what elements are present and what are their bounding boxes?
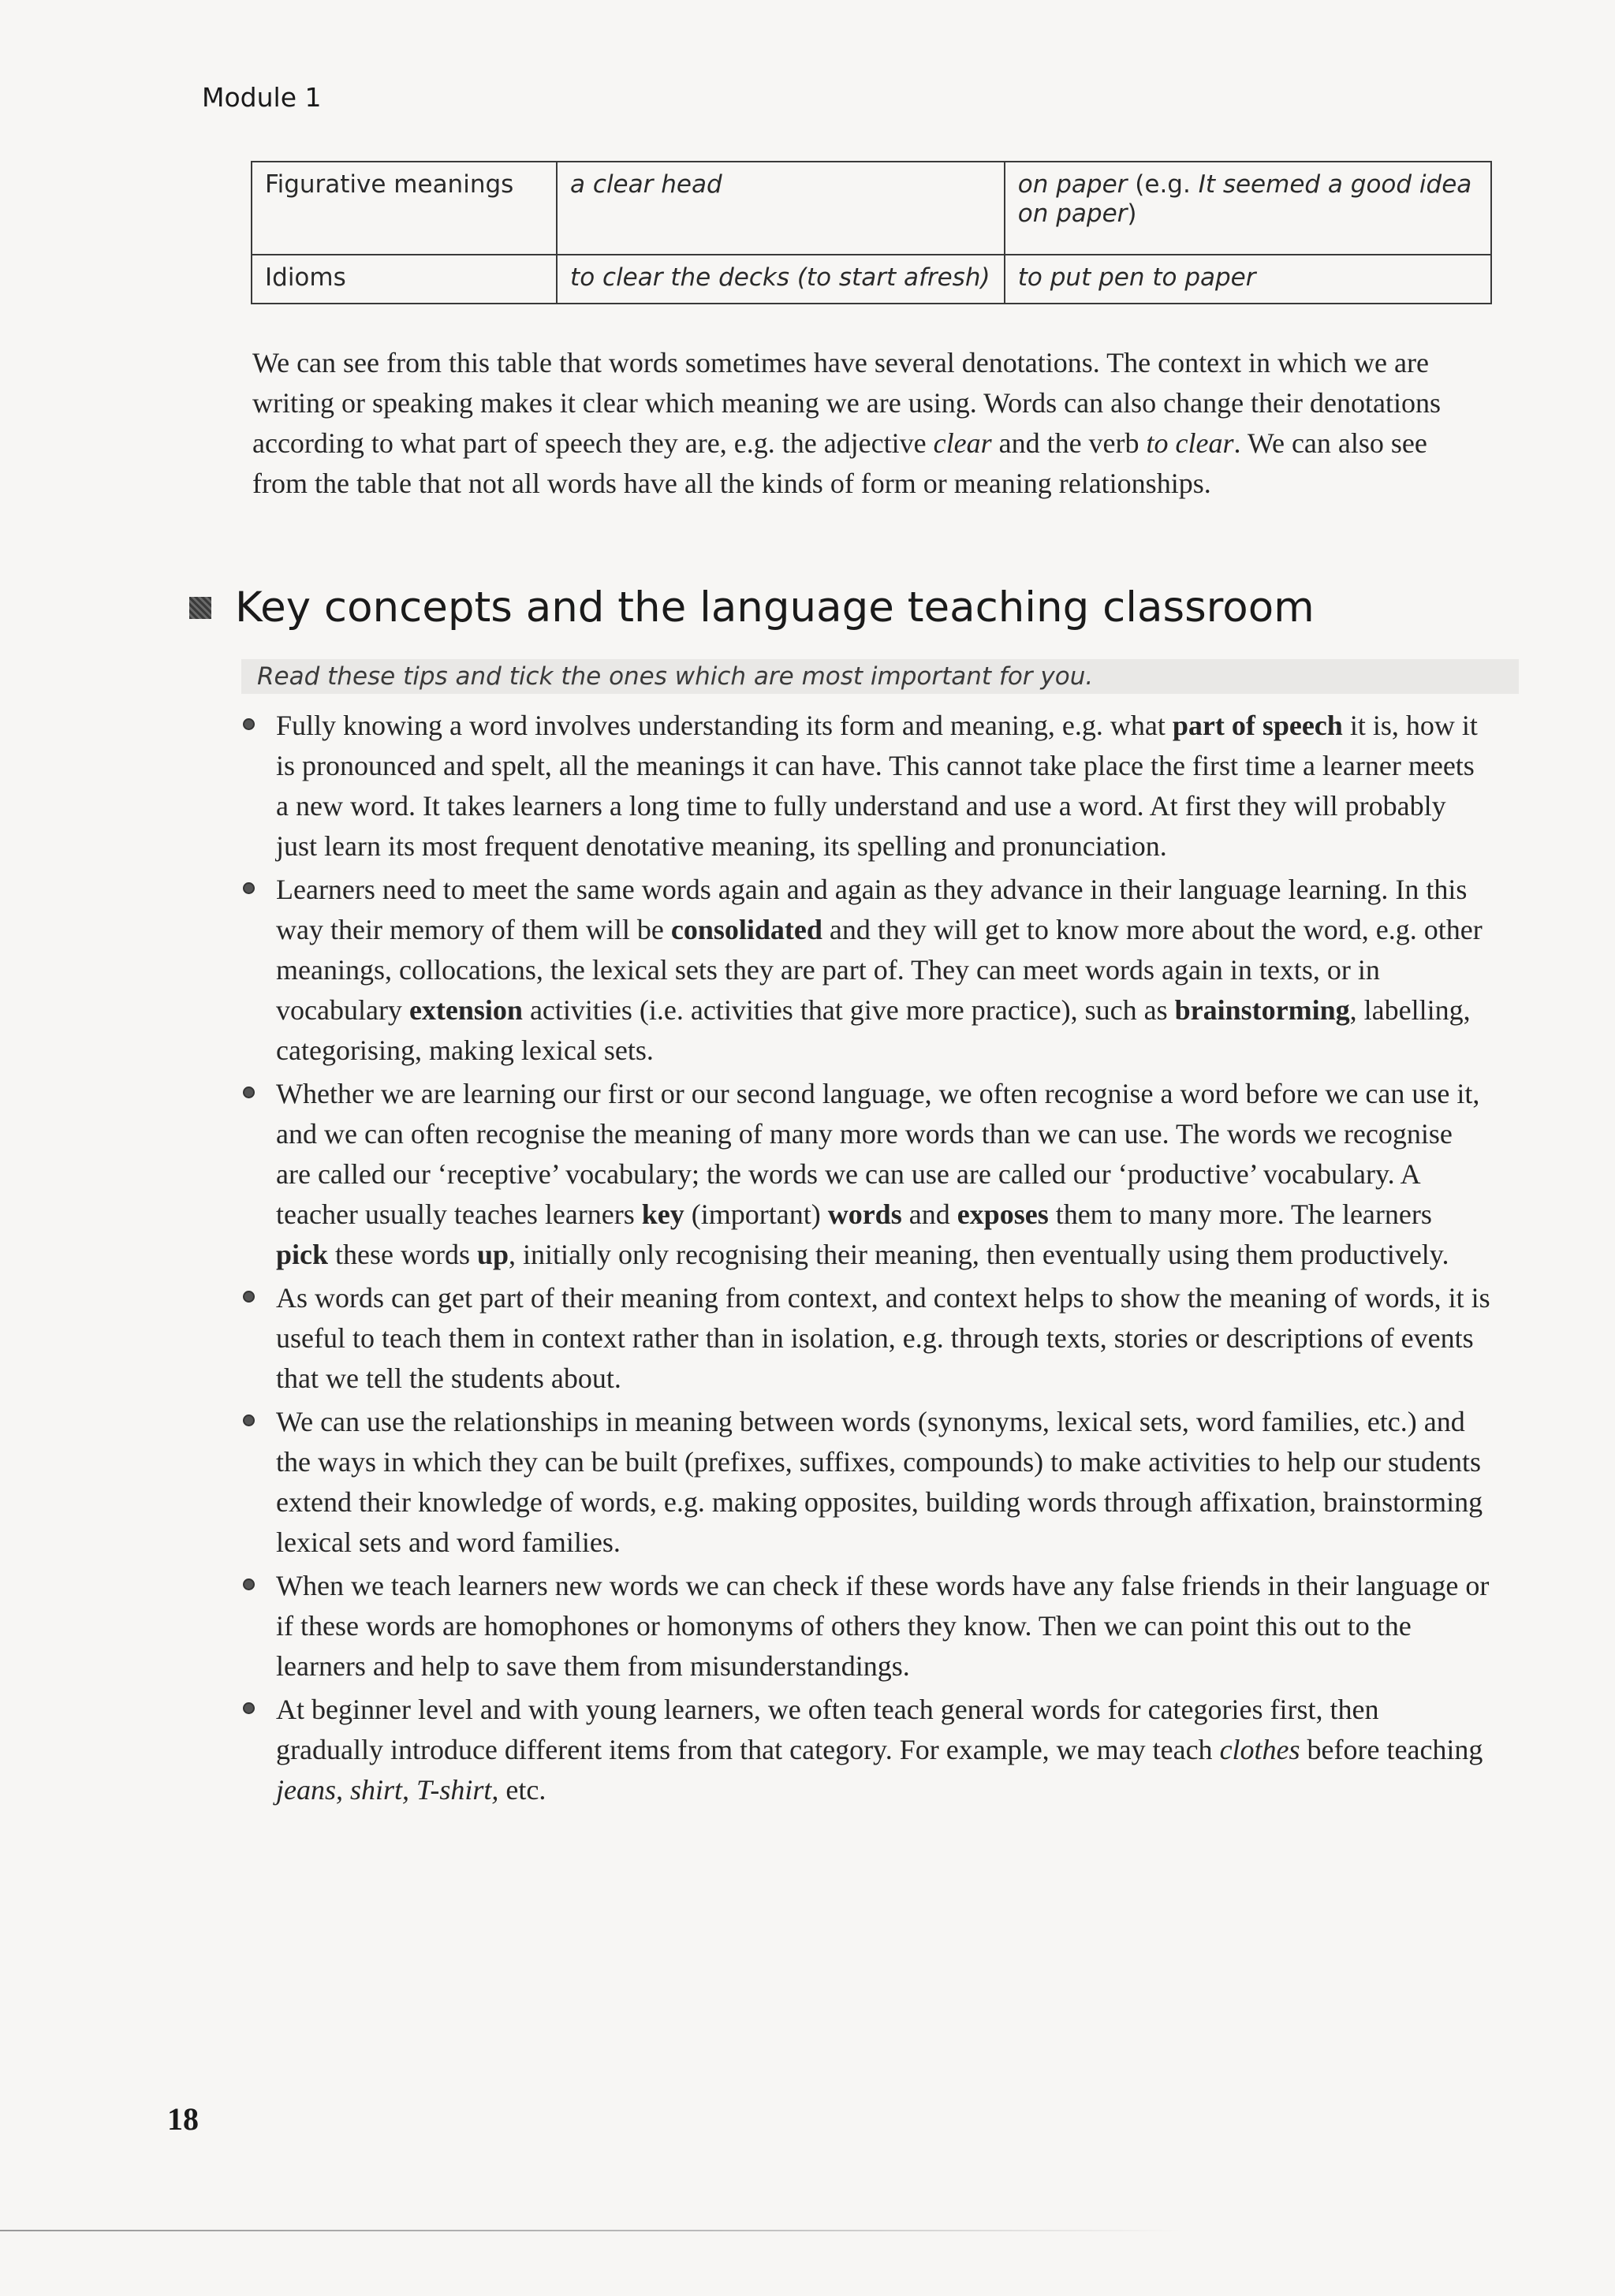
bullet-icon bbox=[243, 882, 255, 894]
text-run: and the verb bbox=[991, 427, 1147, 459]
table-row bbox=[252, 255, 1491, 304]
bullet-icon bbox=[243, 1702, 255, 1714]
section-heading: Key concepts and the language teaching classroom bbox=[235, 583, 1315, 632]
text-run: and they will get to know more about the word, e.g. other meanings, collocations, the lexical sets they are part of. They can meet words again in texts, or in vocabulary bbox=[276, 914, 1483, 1026]
text-run: , labelling, categorising, making lexical sets. bbox=[276, 994, 1471, 1066]
table-cell: to put pen to paper bbox=[1005, 255, 1491, 304]
text-run: As words can get part of their meaning from context, and context helps to show the meaning of words, it is useful to teach them in context rather than in isolation, e.g. through texts, stories or descriptions of events that we tell the students about. bbox=[276, 1282, 1490, 1394]
bullet-icon bbox=[243, 1578, 255, 1590]
word-meanings-table bbox=[251, 161, 1492, 304]
text-run: it is, how it is pronounced and spelt, all the meanings it can have. This cannot take place the first time a learner meets a new word. It takes learners a long time to fully understand and use a word. At first they will probably just learn its most frequent denotative meaning, its spelling and pronunciation. bbox=[276, 710, 1478, 862]
text-run: , initially only recognising their meaning, then eventually using them productively. bbox=[509, 1239, 1449, 1270]
table-cell bbox=[1005, 162, 1491, 255]
section-heading-row bbox=[189, 583, 1315, 632]
text-run-bold: pick bbox=[276, 1239, 329, 1270]
table-row bbox=[252, 162, 1491, 255]
text-run-italic: jeans, shirt, T-shirt, bbox=[276, 1774, 499, 1806]
text-run-italic: clear bbox=[933, 427, 992, 459]
text-run-bold: extension bbox=[408, 994, 523, 1026]
text-run: Learners need to meet the same words again and again as they advance in their language learning. In this way their memory of them will be bbox=[276, 874, 1468, 945]
text-run-bold: brainstorming bbox=[1174, 994, 1350, 1026]
text-run: When we teach learners new words we can check if these words have any false friends in their language or if these words are homophones or homonyms of others they know. Then we can point this out to the learners and help to save them from misunderstandings. bbox=[276, 1570, 1490, 1682]
text-run: We can see from this table that words sometimes have several denotations. The context in which we are writing or speaking makes it clear which meaning we are using. Words can also change their denotations according to what part of speech they are, e.g. the adjective bbox=[252, 347, 1441, 459]
tips-list bbox=[237, 706, 1490, 1813]
list-item bbox=[237, 706, 1490, 867]
table-cell-term: on paper bbox=[1017, 170, 1128, 199]
table-cell-label: Figurative meanings bbox=[252, 162, 557, 255]
section-square-icon bbox=[189, 597, 211, 619]
module-label: Module 1 bbox=[202, 82, 322, 113]
bullet-icon bbox=[243, 1086, 255, 1098]
list-item bbox=[237, 1566, 1490, 1687]
text-run-italic: clothes bbox=[1219, 1734, 1300, 1765]
instruction-bar: Read these tips and tick the ones which are most important for you. bbox=[241, 659, 1519, 694]
bullet-icon bbox=[243, 1291, 255, 1303]
text-run: activities (i.e. activities that give more practice), such as bbox=[522, 994, 1175, 1026]
text-run-bold: part of speech bbox=[1172, 710, 1343, 741]
table-cell-label: Idioms bbox=[252, 255, 557, 304]
text-run-bold: exposes bbox=[957, 1198, 1049, 1230]
text-run: before teaching bbox=[1300, 1734, 1483, 1765]
table-cell: a clear head bbox=[557, 162, 1005, 255]
text-run: etc. bbox=[498, 1774, 546, 1806]
text-run: At beginner level and with young learners, we often teach general words for categories first, then gradually introduce different items from that category. For example, we may teach bbox=[276, 1694, 1379, 1765]
bottom-rule bbox=[0, 2230, 1183, 2231]
text-run: . We can also see from the table that not all words have all the kinds of form or meaning relationships. bbox=[252, 427, 1427, 499]
list-item bbox=[237, 1402, 1490, 1563]
bullet-icon bbox=[243, 1414, 255, 1426]
text-run: Whether we are learning our first or our second language, we often recognise a word before we can use it, and we can often recognise the meaning of many more words than we can use. The words we recognise are called our ‘receptive’ vocabulary; the words we can use are called our ‘productive’ vocabulary. A teacher usually teaches learners bbox=[276, 1078, 1480, 1230]
table-cell-eg: (e.g. bbox=[1127, 170, 1199, 199]
text-run: these words bbox=[328, 1239, 477, 1270]
page-number: 18 bbox=[167, 2101, 199, 2137]
text-run: Fully knowing a word involves understanding its form and meaning, e.g. what bbox=[276, 710, 1173, 741]
intro-paragraph bbox=[252, 343, 1483, 504]
table-cell-example: It seemed a good idea on paper bbox=[1017, 170, 1472, 229]
text-run-bold: key bbox=[641, 1198, 684, 1230]
bullet-icon bbox=[243, 718, 255, 730]
text-run-bold: consolidated bbox=[670, 914, 822, 945]
table-cell: to clear the decks (to start afresh) bbox=[557, 255, 1005, 304]
text-run-bold: words bbox=[827, 1198, 902, 1230]
list-item bbox=[237, 870, 1490, 1071]
text-run: and bbox=[901, 1198, 957, 1230]
text-run: We can use the relationships in meaning between words (synonyms, lexical sets, word families, etc.) and the ways in which they can be built (prefixes, suffixes, compounds) to make activities to help our students extend their knowledge of words, e.g. making opposites, building words through affixation, brainstorming lexical sets and word families. bbox=[276, 1406, 1483, 1558]
text-run: (important) bbox=[684, 1198, 828, 1230]
text-run-italic: to clear bbox=[1146, 427, 1234, 459]
list-item bbox=[237, 1278, 1490, 1399]
table-cell-close: ) bbox=[1127, 199, 1137, 229]
list-item bbox=[237, 1074, 1490, 1275]
text-run: them to many more. The learners bbox=[1048, 1198, 1432, 1230]
list-item bbox=[237, 1690, 1490, 1810]
text-run-bold: up bbox=[477, 1239, 509, 1270]
